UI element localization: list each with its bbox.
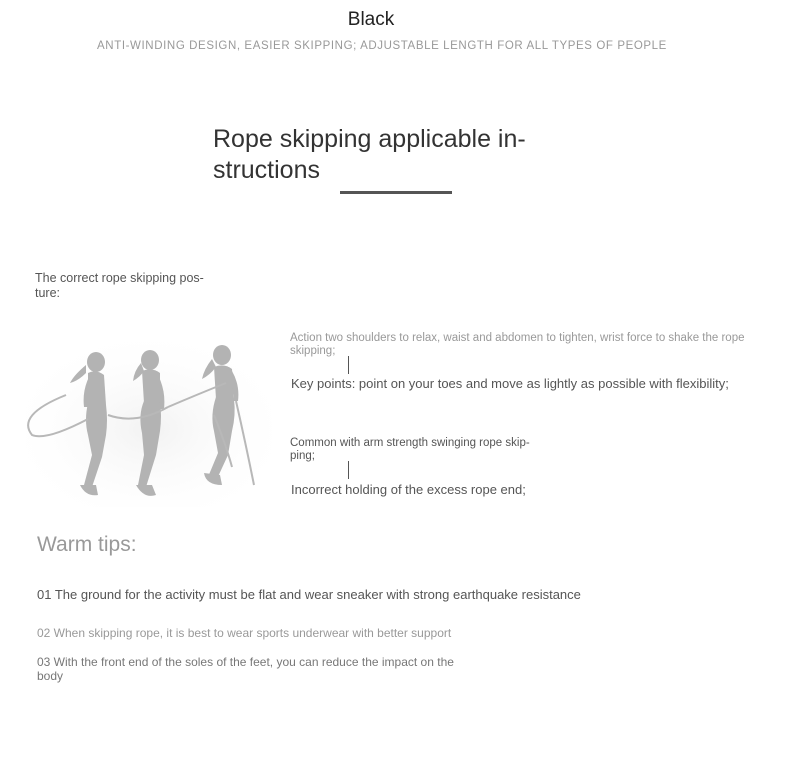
warm-tips-title: Warm tips: — [37, 533, 137, 556]
section-title: Rope skipping applicable in-structions — [213, 125, 526, 184]
tip-item-1: 01 The ground for the activity must be flat and wear sneaker with strong earthquake resistance — [37, 587, 581, 602]
title-underline — [340, 191, 452, 194]
rope-skipping-figures-illustration — [26, 335, 272, 507]
posture-note-4: Incorrect holding of the excess rope end; — [291, 482, 526, 497]
posture-label: The correct rope skipping pos-ture: — [35, 271, 204, 300]
product-subtitle: ANTI-WINDING DESIGN, EASIER SKIPPING; ADJUSTABLE LENGTH FOR ALL TYPES OF PEOPLE — [97, 40, 667, 52]
tip-item-3: 03 With the front end of the soles of the feet, you can reduce the impact on the body — [37, 655, 454, 683]
tip-item-2: 02 When skipping rope, it is best to wear sports underwear with better support — [37, 626, 452, 640]
note-divider-1 — [348, 356, 349, 374]
posture-note-3: Common with arm strength swinging rope skip-ping; — [290, 437, 530, 462]
product-color-title: Black — [347, 9, 395, 30]
posture-note-1: Action two shoulders to relax, waist and abdomen to tighten, wrist force to shake the rope skipping; — [290, 332, 745, 357]
posture-note-2: Key points: point on your toes and move as lightly as possible with flexibility; — [291, 376, 729, 391]
note-divider-2 — [348, 461, 349, 479]
